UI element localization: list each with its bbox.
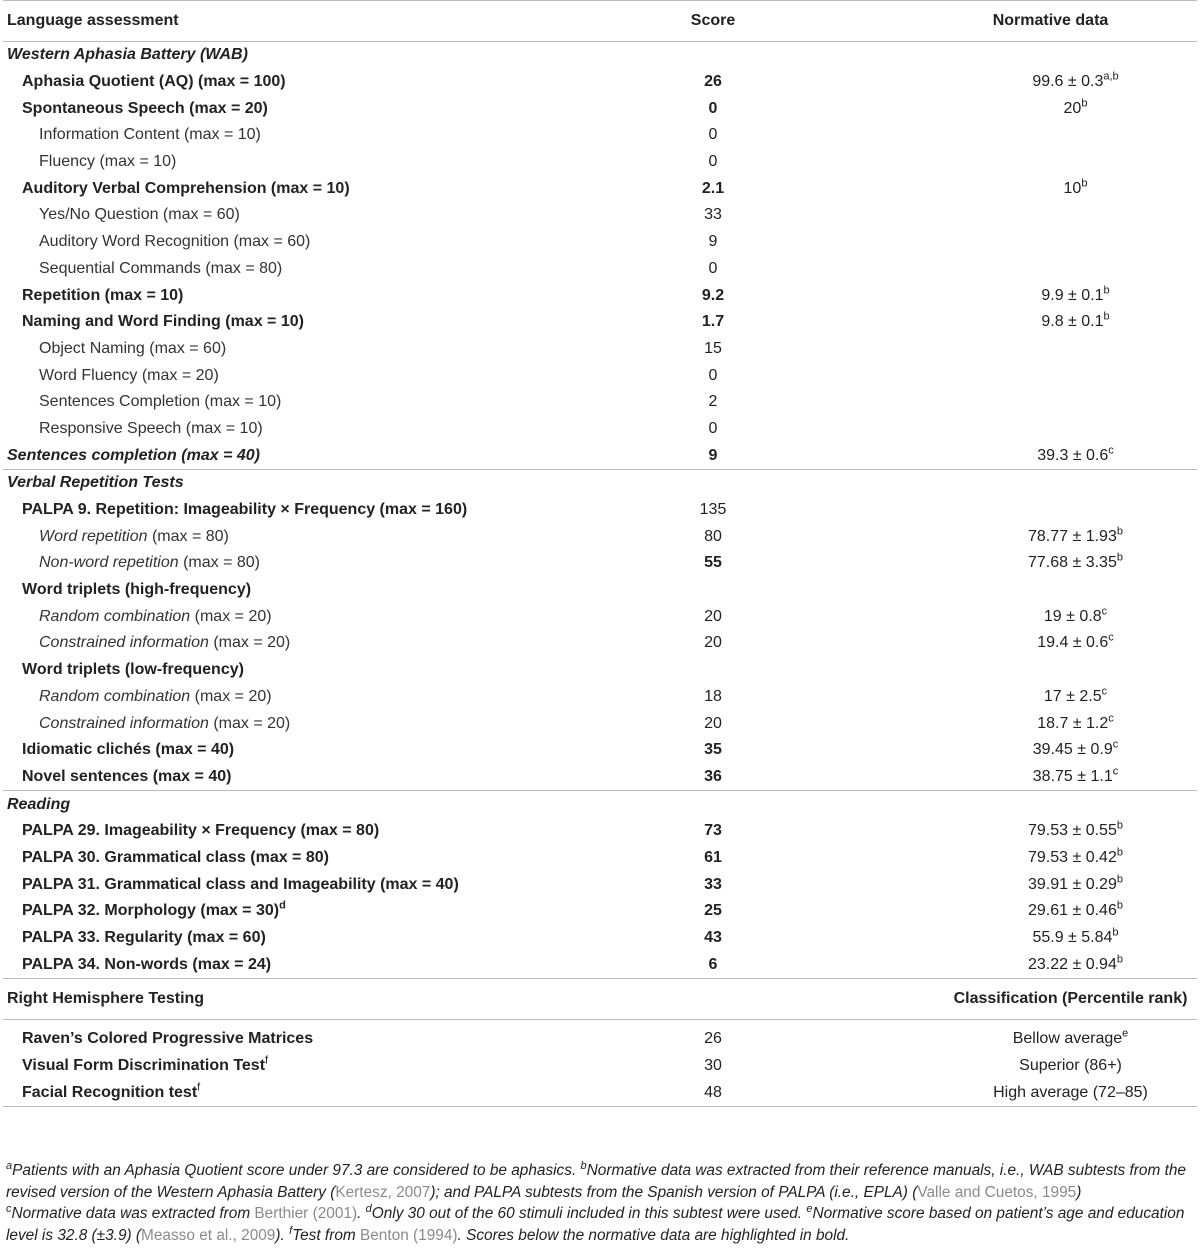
row-label: [3, 497, 628, 524]
normative-footnote-mark: c: [1112, 738, 1119, 751]
reference-link-measso[interactable]: Measso et al., 2009: [141, 1226, 276, 1244]
footnote-mark-d: d: [365, 1202, 372, 1215]
row-label: [3, 122, 628, 149]
table-row: [3, 362, 1197, 389]
row-label-suffix: (max = 20): [208, 634, 291, 652]
normative-value: 79.53 ± 0.42: [1028, 848, 1117, 866]
normative-value: 23.22 ± 0.94: [1028, 955, 1117, 973]
classification-cell: [798, 1079, 1197, 1106]
normative-value-group: [1028, 873, 1123, 894]
row-label-suffix: (max = 20): [190, 687, 272, 705]
table-row: [3, 95, 1197, 122]
footnote-mark-e: e: [806, 1202, 813, 1215]
normative-value-group: [1037, 634, 1114, 652]
row-label: [3, 416, 628, 443]
table-row: [3, 951, 1197, 978]
row-label-text: Sentences completion (max = 40): [7, 446, 260, 464]
row-label: [3, 925, 628, 952]
score-cell: 2: [708, 393, 718, 411]
row-label: [3, 1026, 628, 1053]
header-normative-data: Normative data: [798, 1, 1197, 42]
normative-cell: [798, 362, 1197, 389]
score-cell: 6: [708, 955, 718, 973]
row-label-suffix: (max = 80): [178, 554, 260, 572]
row-label-text: Spontaneous Speech (max = 20): [22, 99, 268, 117]
row-label-text: PALPA 30. Grammatical class (max = 80): [22, 848, 329, 866]
normative-footnote-mark: b: [1103, 310, 1110, 323]
table-row: [3, 229, 1197, 256]
section-header-row: [3, 42, 1197, 69]
normative-footnote-mark: b: [1103, 284, 1110, 297]
row-label: [3, 684, 628, 711]
classification-cell: [798, 1053, 1197, 1080]
normative-cell: [798, 737, 1197, 764]
score-cell: 0: [708, 419, 718, 437]
normative-value: 19 ± 0.8: [1043, 607, 1102, 625]
score-cell: 135: [699, 501, 727, 519]
footnote-e-text-2: ).: [275, 1226, 290, 1244]
row-label-text: Constrained information: [39, 714, 209, 732]
score-cell: 18: [704, 687, 722, 705]
table-row: [3, 256, 1197, 283]
classification-header: Classification (Percentile rank): [798, 979, 1197, 1020]
score-cell: 20: [704, 714, 722, 732]
row-label: [3, 282, 628, 309]
normative-value-group: [1032, 765, 1119, 786]
normative-value-group: [1028, 525, 1123, 546]
row-label: [3, 818, 628, 845]
row-label: [3, 845, 628, 872]
row-label-text: Fluency (max = 10): [39, 153, 177, 171]
normative-cell: [798, 764, 1197, 791]
normative-cell: [798, 871, 1197, 898]
classification-value: Bellow average: [1012, 1030, 1123, 1048]
header-language-assessment: Language assessment: [3, 1, 628, 42]
normative-footnote-mark: c: [1101, 605, 1108, 618]
table-row: [3, 550, 1197, 577]
row-label-text: PALPA 33. Regularity (max = 60): [22, 929, 266, 947]
score-cell: 61: [704, 848, 722, 866]
normative-footnote-mark: b: [1116, 819, 1123, 832]
row-label-text: Sentences Completion (max = 10): [39, 393, 282, 411]
normative-cell: [798, 603, 1197, 630]
normative-footnote-mark: b: [1116, 953, 1123, 966]
normative-value: 78.77 ± 1.93: [1028, 527, 1117, 545]
row-label: [3, 523, 628, 550]
score-cell: 0: [708, 153, 718, 171]
footnote-c-text-2: .: [357, 1205, 366, 1222]
row-label-text: Aphasia Quotient (AQ) (max = 100): [22, 73, 286, 91]
section-title: Reading: [3, 791, 1197, 818]
score-cell: 0: [708, 259, 718, 277]
table-row: [3, 122, 1197, 149]
normative-value: 18.7 ± 1.2: [1037, 714, 1109, 732]
score-cell: 26: [704, 73, 722, 91]
table-row: [3, 497, 1197, 524]
row-label: [3, 362, 628, 389]
classification-value: High average (72–85): [993, 1083, 1148, 1101]
footnote-a-text: Patients with an Aphasia Quotient score under 97.3 are considered to be aphasics.: [12, 1162, 581, 1179]
normative-value-group: [1041, 310, 1110, 331]
row-label-text: Non-word repetition: [39, 554, 179, 572]
section-title: Verbal Repetition Tests: [3, 470, 1197, 497]
table-row: [3, 577, 1197, 604]
row-label: [3, 175, 628, 202]
table-row: [3, 603, 1197, 630]
table-row: [3, 898, 1197, 925]
score-cell: 35: [704, 741, 722, 759]
row-label-text: Word Fluency (max = 20): [39, 366, 219, 384]
row-label-text: Auditory Word Recognition (max = 60): [39, 233, 311, 251]
header-score: Score: [628, 1, 798, 42]
table-row: [3, 1053, 1197, 1080]
table-row: [3, 309, 1197, 336]
score-cell: 0: [708, 99, 718, 117]
reference-link-valle[interactable]: Valle and Cuetos, 1995: [917, 1183, 1077, 1201]
row-label-text: Yes/No Question (max = 60): [39, 206, 240, 224]
normative-cell: [798, 282, 1197, 309]
right-hemisphere-title: Right Hemisphere Testing: [3, 979, 628, 1020]
score-cell: 20: [704, 607, 722, 625]
row-label-text: PALPA 31. Grammatical class and Imageability (max = 40): [22, 875, 459, 893]
normative-value-group: [1043, 685, 1108, 706]
row-label: [3, 737, 628, 764]
table-row: [3, 149, 1197, 176]
footnote-e-text: Normative score based on patient’s age and education level is 32.8 (±3.9) (: [6, 1205, 1185, 1244]
normative-value: 9.8 ± 0.1: [1041, 313, 1104, 331]
normative-value: 10: [1063, 179, 1082, 197]
row-label: [3, 577, 628, 604]
row-label-text: Raven’s Colored Progressive Matrices: [22, 1030, 314, 1048]
normative-value-group: [1041, 284, 1110, 305]
table-body: [3, 42, 1197, 1107]
normative-value-group: [1037, 712, 1114, 733]
row-label: [3, 442, 628, 469]
footnote-mark-a: a: [6, 1159, 13, 1172]
classification-cell: [798, 1026, 1197, 1053]
normative-value: 39.45 ± 0.9: [1032, 741, 1113, 759]
normative-value-group: [1028, 846, 1123, 867]
score-cell: 48: [628, 1079, 798, 1106]
score-cell: 55: [704, 554, 722, 572]
normative-cell: [798, 818, 1197, 845]
normative-cell: [798, 202, 1197, 229]
table-row: [3, 764, 1197, 791]
normative-cell: [798, 229, 1197, 256]
row-label-suffix: (max = 80): [147, 527, 229, 545]
normative-value-group: [1063, 97, 1088, 118]
normative-cell: [798, 550, 1197, 577]
normative-value: 38.75 ± 1.1: [1032, 767, 1113, 785]
row-label: [3, 202, 628, 229]
normative-cell: [798, 577, 1197, 604]
score-cell: 73: [704, 822, 722, 840]
footnote-b-text: Normative data was extracted from their reference manuals, i.e., WAB subtests from the revised version of the Western Aphasia Battery (: [6, 1162, 1186, 1201]
normative-footnote-mark: a,b: [1103, 70, 1119, 83]
row-label-text: Visual Form Discrimination Test: [22, 1057, 266, 1075]
row-label-text: Novel sentences (max = 40): [22, 767, 232, 785]
footnote-f-text: Test from: [292, 1226, 360, 1244]
footnote-mark-b: b: [580, 1159, 587, 1172]
table-row: [3, 336, 1197, 363]
row-label: [3, 256, 628, 283]
section-title: Western Aphasia Battery (WAB): [7, 46, 248, 64]
normative-cell: [798, 336, 1197, 363]
normative-value: 77.68 ± 3.35: [1028, 554, 1117, 572]
row-label: [3, 657, 628, 684]
score-cell: [628, 657, 798, 684]
table-row: [3, 710, 1197, 737]
normative-footnote-mark: b: [1081, 177, 1088, 190]
normative-value: 17 ± 2.5: [1043, 687, 1102, 705]
reference-link-berthier[interactable]: Berthier (2001): [254, 1205, 358, 1222]
row-label-text: PALPA 32. Morphology (max = 30): [22, 902, 280, 920]
score-cell: 33: [704, 875, 722, 893]
row-label: [3, 603, 628, 630]
normative-cell: [798, 256, 1197, 283]
normative-footnote-mark: b: [1116, 552, 1123, 565]
row-label-suffix: (max = 20): [208, 714, 291, 732]
language-assessment-table: [3, 0, 1197, 1107]
reference-link-benton[interactable]: Benton (1994): [359, 1226, 458, 1244]
normative-cell: [798, 95, 1197, 122]
row-label: [3, 95, 628, 122]
table-row: [3, 416, 1197, 443]
row-label-text: Repetition (max = 10): [22, 286, 184, 304]
normative-cell: [798, 898, 1197, 925]
right-hemisphere-header-row: [3, 979, 1197, 1020]
score-cell: [628, 577, 798, 604]
table-row: [3, 684, 1197, 711]
row-label-suffix: (max = 20): [190, 607, 272, 625]
row-label-text: Responsive Speech (max = 10): [39, 419, 263, 437]
normative-value: 39.3 ± 0.6: [1037, 446, 1109, 464]
reference-link-kertesz[interactable]: Kertesz, 2007: [335, 1183, 431, 1201]
row-label-text: Facial Recognition test: [22, 1083, 198, 1101]
normative-value: 9.9 ± 0.1: [1041, 286, 1104, 304]
row-label: [3, 630, 628, 657]
label-footnote-mark: f: [265, 1054, 269, 1067]
classification-value: Superior (86+): [1019, 1057, 1122, 1075]
normative-cell: [798, 523, 1197, 550]
normative-value-group: [1028, 902, 1123, 920]
score-cell: 0: [708, 126, 718, 144]
row-label: [3, 69, 628, 96]
row-label-text: Idiomatic clichés (max = 40): [22, 741, 235, 759]
row-label-text: Sequential Commands (max = 80): [39, 259, 283, 277]
row-label-text: Auditory Verbal Comprehension (max = 10): [22, 179, 350, 197]
normative-footnote-mark: b: [1116, 846, 1123, 859]
score-cell: 0: [708, 366, 718, 384]
row-label: [3, 149, 628, 176]
normative-cell: [798, 175, 1197, 202]
row-label-text: PALPA 34. Non-words (max = 24): [22, 955, 272, 973]
score-cell: 9: [708, 233, 718, 251]
row-label-text: Information Content (max = 10): [39, 126, 261, 144]
normative-value: 19.4 ± 0.6: [1037, 634, 1109, 652]
table-row: [3, 657, 1197, 684]
row-label-text: Constrained information: [39, 634, 209, 652]
row-label: [3, 898, 628, 925]
row-label: [3, 1053, 628, 1080]
normative-cell: [798, 122, 1197, 149]
footnote-mark-c: c: [6, 1202, 12, 1215]
table-row: [3, 282, 1197, 309]
normative-cell: [798, 925, 1197, 952]
row-label-text: Word triplets (low-frequency): [22, 661, 244, 679]
normative-cell: [798, 630, 1197, 657]
row-label: [3, 871, 628, 898]
normative-value: 20: [1063, 99, 1082, 117]
right-hemisphere-score-header: [628, 979, 798, 1020]
normative-cell: [798, 951, 1197, 978]
row-label: [3, 229, 628, 256]
row-label-text: Word triplets (high-frequency): [22, 581, 252, 599]
row-label-text: Random combination: [39, 687, 191, 705]
normative-value: 79.53 ± 0.55: [1028, 822, 1117, 840]
score-cell: 36: [704, 767, 722, 785]
row-label: [3, 309, 628, 336]
normative-value-group: [1032, 926, 1119, 947]
normative-cell: [798, 309, 1197, 336]
row-label: [3, 389, 628, 416]
normative-value: 99.6 ± 0.3: [1032, 73, 1104, 91]
table-row: [3, 871, 1197, 898]
table-row: [3, 389, 1197, 416]
normative-cell: [798, 69, 1197, 96]
normative-footnote-mark: b: [1116, 525, 1123, 538]
label-footnote-mark: f: [197, 1081, 201, 1094]
row-label-text: Random combination: [39, 607, 191, 625]
normative-value: 29.61 ± 0.46: [1028, 902, 1117, 920]
section-header-row: [3, 791, 1197, 818]
normative-footnote-mark: c: [1108, 712, 1114, 725]
normative-cell: [798, 710, 1197, 737]
normative-cell: [798, 442, 1197, 469]
normative-cell: [798, 657, 1197, 684]
score-cell: 26: [704, 1030, 722, 1048]
label-footnote-mark: d: [279, 900, 286, 913]
table-row: [3, 442, 1197, 469]
normative-footnote-mark: b: [1116, 873, 1123, 886]
normative-cell: [798, 684, 1197, 711]
row-label-text: PALPA 29. Imageability × Frequency (max = 80): [22, 822, 380, 840]
table-row: [3, 523, 1197, 550]
section-header-row: [3, 470, 1197, 497]
row-label: [3, 550, 628, 577]
normative-value: 39.91 ± 0.29: [1028, 875, 1117, 893]
row-label-text: Naming and Word Finding (max = 10): [22, 313, 304, 331]
table-row: [3, 845, 1197, 872]
table-row: [3, 818, 1197, 845]
normative-cell: [798, 845, 1197, 872]
row-label: [3, 710, 628, 737]
normative-footnote-mark: c: [1112, 765, 1119, 778]
score-cell: 2.1: [701, 179, 725, 197]
row-label-text: Object Naming (max = 60): [39, 339, 227, 357]
normative-footnote-mark: c: [1108, 444, 1114, 457]
table-row: [3, 925, 1197, 952]
normative-value-group: [1028, 953, 1123, 974]
table-row: [3, 175, 1197, 202]
normative-value: 55.9 ± 5.84: [1032, 929, 1113, 947]
normative-footnote-mark: b: [1116, 900, 1123, 913]
normative-value-group: [1028, 819, 1123, 840]
normative-cell: [798, 416, 1197, 443]
row-label: [3, 764, 628, 791]
score-cell: 80: [704, 527, 722, 545]
normative-footnote-mark: b: [1081, 97, 1088, 110]
score-cell: 25: [704, 902, 722, 920]
normative-cell: [798, 389, 1197, 416]
normative-value-group: [1032, 70, 1119, 91]
score-cell: 1.7: [701, 313, 725, 331]
footnote-b-text-2: ); and PALPA subtests from the Spanish version of PALPA (i.e., EPLA) (: [430, 1183, 918, 1201]
row-label-text: Word repetition: [39, 527, 148, 545]
table-row: [3, 69, 1197, 96]
footnote-c-text: Normative data was extracted from: [11, 1205, 255, 1222]
score-cell: 15: [704, 339, 722, 357]
normative-value-group: [1028, 554, 1123, 572]
normative-footnote-mark: b: [1112, 926, 1119, 939]
table-row: [3, 630, 1197, 657]
table-row: [3, 1026, 1197, 1053]
classification-footnote-mark: e: [1122, 1028, 1129, 1041]
table-row: [3, 202, 1197, 229]
score-cell: 9.2: [701, 286, 725, 304]
row-label: [3, 336, 628, 363]
normative-value-group: [1037, 444, 1114, 465]
footnote-f-text-2: . Scores below the normative data are highlighted in bold.: [457, 1226, 850, 1244]
normative-footnote-mark: c: [1101, 685, 1108, 698]
row-label: [3, 951, 628, 978]
table-footnotes: [6, 1160, 1196, 1246]
footnote-d-text: Only 30 out of the 60 stimuli included in this subtest were used.: [371, 1205, 807, 1222]
table-header-row: [3, 1, 1197, 42]
row-label: [3, 1079, 628, 1106]
score-cell: 20: [704, 634, 722, 652]
normative-value-group: [1063, 177, 1088, 198]
table-row: [3, 1079, 1197, 1106]
row-label-text: PALPA 9. Repetition: Imageability × Frequency (max = 160): [22, 501, 468, 519]
score-cell: 9: [708, 446, 718, 464]
normative-footnote-mark: c: [1108, 632, 1114, 645]
score-cell: 33: [704, 206, 722, 224]
table-row: [3, 737, 1197, 764]
normative-value-group: [1032, 738, 1119, 759]
normative-cell: [798, 149, 1197, 176]
footnote-b-text-3: ): [1076, 1183, 1082, 1201]
footnote-mark-f: f: [289, 1224, 293, 1237]
normative-cell: [798, 497, 1197, 524]
normative-value-group: [1043, 605, 1108, 626]
score-cell: 30: [704, 1057, 722, 1075]
score-cell: 43: [704, 929, 722, 947]
